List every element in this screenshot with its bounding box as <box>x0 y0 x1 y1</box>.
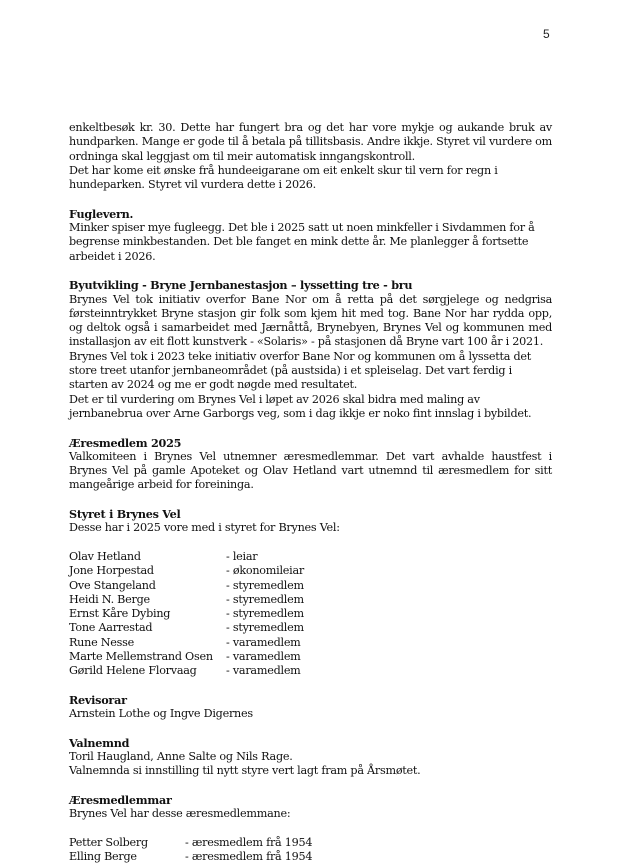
board-member-row <box>69 593 552 607</box>
byutvikling-paragraph-1: Brynes Vel tok initiativ overfor Bane Nor om å retta på det sørgjelege og nedgrisa førsteinntrykket Bryne stasjon gir folk som kjem hit med tog. Bane Nor har rydda opp, og deltok også i samarbeidet med Jærnåttå, Brynebyen, Brynes Vel og kommunen med installasjon av eit flott kunstverk - «Solaris» - på stasjonen då Bryne vart 100 år i 2021. <box>69 292 552 349</box>
hundepark-paragraph-1: enkeltbesøk kr. 30. Dette har fungert bra og det har vore mykje og aukande bruk av hundparken. Mange er gode til å betala på tillitsbasis. Andre ikkje. Styret vil vurdere om ordninga skal leggjast om til meir automatisk inngangskontroll. <box>69 121 552 163</box>
member-role: - styremedlem <box>226 607 304 621</box>
section-heading-aeresmedlem-2025: Æresmedlem 2025 <box>69 435 182 450</box>
member-role: - æresmedlem frå 1954 <box>185 850 313 864</box>
member-name: Ernst Kåre Dybing <box>69 607 171 621</box>
board-member-row <box>69 650 552 664</box>
board-member-row <box>69 607 552 621</box>
member-role: - æresmedlem frå 1954 <box>185 835 313 849</box>
member-name: Tone Aarrestad <box>69 621 153 635</box>
page-content <box>69 121 552 864</box>
section-heading-aeresmedlemmar: Æresmedlemmar <box>69 792 172 807</box>
section-heading-styret: Styret i Brynes Vel <box>69 507 181 522</box>
board-member-row <box>69 636 552 650</box>
revisorar-text: Arnstein Lothe og Ingve Digernes <box>69 707 253 721</box>
member-role: - varamedlem <box>226 649 301 663</box>
aeresmedlem-2025-text: Valkomiteen i Brynes Vel utnemner æresmedlemmar. Det vart avhalde haustfest i Brynes Vel på gamle Apoteket og Olav Hetland vart utnemnd til æresmedlem for sitt mangeårige arbeid for foreininga. <box>69 449 552 492</box>
board-member-row <box>69 564 552 578</box>
member-name: Heidi N. Berge <box>69 592 150 606</box>
member-name: Petter Solberg <box>69 835 148 849</box>
member-name: Elling Berge <box>69 850 137 864</box>
aeresmedlemmar-intro: Brynes Vel har desse æresmedlemmane: <box>69 807 291 821</box>
member-role: - styremedlem <box>226 621 304 635</box>
valnemnd-line-1: Toril Haugland, Anne Salte og Nils Rage. <box>69 750 293 764</box>
honorary-member-row <box>69 836 552 850</box>
member-name: Ove Stangeland <box>69 578 156 592</box>
member-role: - økonomileiar <box>226 564 305 578</box>
member-name: Jone Horpestad <box>69 564 154 578</box>
section-heading-revisorar: Revisorar <box>69 692 127 707</box>
styret-intro: Desse har i 2025 vore med i styret for Brynes Vel: <box>69 521 340 535</box>
member-role: - varamedlem <box>226 635 301 649</box>
board-member-row <box>69 579 552 593</box>
section-heading-valnemnd: Valnemnd <box>69 735 130 750</box>
byutvikling-paragraph-2: Brynes Vel tok i 2023 teke initiativ overfor Bane Nor og kommunen om å lyssetta det store treet utanfor jernbaneområdet (på austsida) i et spleiselag. Det vart ferdig i starten av 2024 og me er godt nøgde med resultatet. <box>69 349 532 392</box>
member-role: - leiar <box>226 549 258 563</box>
hundepark-paragraph-2: Det har kome eit ønske frå hundeeigarane om eit enkelt skur til vern for regn i hundeparken. Styret vil vurdera dette i 2026. <box>69 163 498 192</box>
section-heading-fuglevern: Fuglevern. <box>69 206 134 221</box>
member-role: - varamedlem <box>226 664 301 678</box>
member-role: - styremedlem <box>226 578 304 592</box>
honorary-member-list <box>69 836 552 864</box>
member-name: Marte Mellemstrand Osen <box>69 649 213 663</box>
section-heading-byutvikling: Byutvikling - Bryne Jernbanestasjon – lyssetting tre - bru <box>69 278 413 293</box>
member-name: Olav Hetland <box>69 549 141 563</box>
board-member-list <box>69 550 552 679</box>
member-name: Rune Nesse <box>69 635 135 649</box>
board-member-row <box>69 550 552 564</box>
member-name: Gørild Helene Florvaag <box>69 664 197 678</box>
fuglevern-text: Minker spiser mye fugleegg. Det ble i 2025 satt ut noen minkfeller i Sivdammen for å begrense minkbestanden. Det ble fanget en mink dette år. Me planlegger å fortsette arbeidet i 2026. <box>69 221 535 263</box>
page-number: 5 <box>543 27 550 41</box>
byutvikling-paragraph-3: Det er til vurdering om Brynes Vel i løpet av 2026 skal bidra med maling av jernbanebrua over Arne Garborgs veg, som i dag ikkje er noko fint innslag i bybildet. <box>69 392 532 420</box>
board-member-row <box>69 621 552 635</box>
valnemnd-line-2: Valnemnda si innstilling til nytt styre vert lagt fram på Årsmøtet. <box>69 764 421 778</box>
honorary-member-row <box>69 850 552 864</box>
board-member-row <box>69 664 552 678</box>
member-role: - styremedlem <box>226 592 304 606</box>
